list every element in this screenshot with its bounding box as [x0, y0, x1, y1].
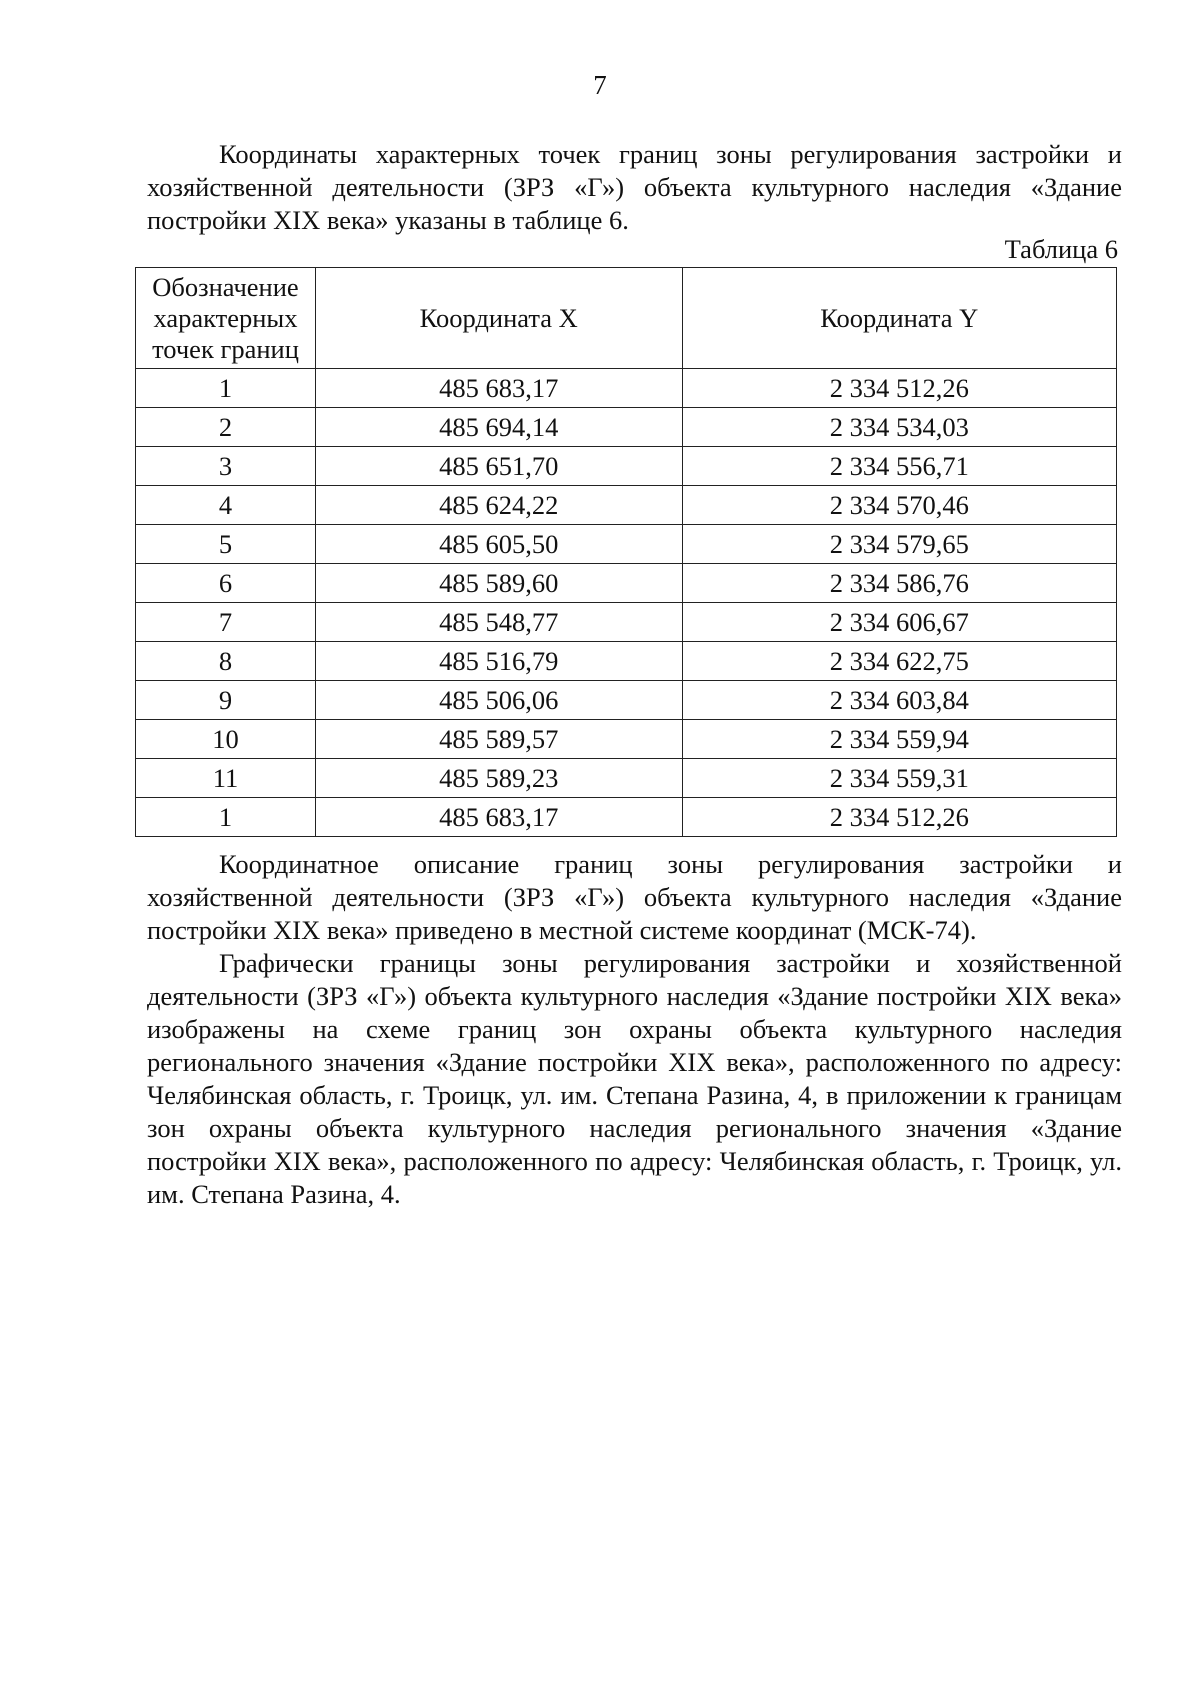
cell-y: 2 334 570,46 [682, 486, 1116, 525]
cell-x: 485 624,22 [315, 486, 682, 525]
cell-x: 485 605,50 [315, 525, 682, 564]
header-x: Координата X [315, 268, 682, 369]
cell-x: 485 589,57 [315, 720, 682, 759]
table-row [136, 603, 1117, 642]
cell-x: 485 506,06 [315, 681, 682, 720]
cell-y: 2 334 579,65 [682, 525, 1116, 564]
table-row [136, 525, 1117, 564]
cell-x: 485 651,70 [315, 447, 682, 486]
header-point-line2: характерных [153, 302, 298, 333]
cell-point: 9 [136, 681, 316, 720]
table-row [136, 642, 1117, 681]
cell-y: 2 334 606,67 [682, 603, 1116, 642]
table-caption: Таблица 6 [1004, 234, 1118, 264]
cell-x: 485 548,77 [315, 603, 682, 642]
cell-point: 6 [136, 564, 316, 603]
cell-y: 2 334 622,75 [682, 642, 1116, 681]
cell-point: 5 [136, 525, 316, 564]
cell-point: 1 [136, 369, 316, 408]
table-row [136, 408, 1117, 447]
cell-point: 8 [136, 642, 316, 681]
cell-y: 2 334 534,03 [682, 408, 1116, 447]
cell-y: 2 334 512,26 [682, 369, 1116, 408]
graphic-boundaries-paragraph: Графически границы зоны регулирования застройки и хозяйственной деятельности (ЗРЗ «Г») объекта культурного наследия «Здание постройки XIX века» изображены на схеме границ зон охраны объекта культурного наследия регионального значения «Здание постройки XIX века», расположенного по адресу: Челябинская область, г. Троицк, ул. им. Степана Разина, 4, в приложении к границам зон охраны объекта культурного наследия регионального значения «Здание постройки XIX века», расположенного по адресу: Челябинская область, г. Троицк, ул. им. Степана Разина, 4. [147, 948, 1122, 1209]
cell-y: 2 334 586,76 [682, 564, 1116, 603]
cell-point: 1 [136, 798, 316, 837]
cell-x: 485 683,17 [315, 369, 682, 408]
cell-x: 485 589,23 [315, 759, 682, 798]
table-row [136, 798, 1117, 837]
cell-point: 7 [136, 603, 316, 642]
table-row [136, 369, 1117, 408]
table-header-row [136, 268, 1117, 369]
table-row [136, 720, 1117, 759]
coordinates-table [135, 267, 1117, 837]
cell-y: 2 334 512,26 [682, 798, 1116, 837]
table-row [136, 447, 1117, 486]
cell-point: 3 [136, 447, 316, 486]
cell-y: 2 334 603,84 [682, 681, 1116, 720]
table-row [136, 681, 1117, 720]
coordinate-system-paragraph: Координатное описание границ зоны регулирования застройки и хозяйственной деятельности (ЗРЗ «Г») объекта культурного наследия «Здание постройки XIX века» приведено в местной системе координат (МСК-74). [147, 849, 1122, 945]
cell-y: 2 334 556,71 [682, 447, 1116, 486]
table-row [136, 759, 1117, 798]
header-point-line3: точек границ [152, 333, 299, 364]
header-point [136, 268, 316, 369]
cell-point: 4 [136, 486, 316, 525]
cell-x: 485 516,79 [315, 642, 682, 681]
table-row [136, 486, 1117, 525]
cell-point: 10 [136, 720, 316, 759]
table-row [136, 564, 1117, 603]
cell-point: 11 [136, 759, 316, 798]
header-point-line1: Обозначение [152, 271, 299, 302]
page-number: 7 [593, 70, 607, 100]
intro-paragraph: Координаты характерных точек границ зоны регулирования застройки и хозяйственной деятельности (ЗРЗ «Г») объекта культурного наследия «Здание постройки XIX века» указаны в таблице 6. [147, 139, 1122, 235]
cell-x: 485 694,14 [315, 408, 682, 447]
cell-x: 485 683,17 [315, 798, 682, 837]
cell-x: 485 589,60 [315, 564, 682, 603]
cell-y: 2 334 559,31 [682, 759, 1116, 798]
cell-point: 2 [136, 408, 316, 447]
header-y: Координата Y [682, 268, 1116, 369]
cell-y: 2 334 559,94 [682, 720, 1116, 759]
